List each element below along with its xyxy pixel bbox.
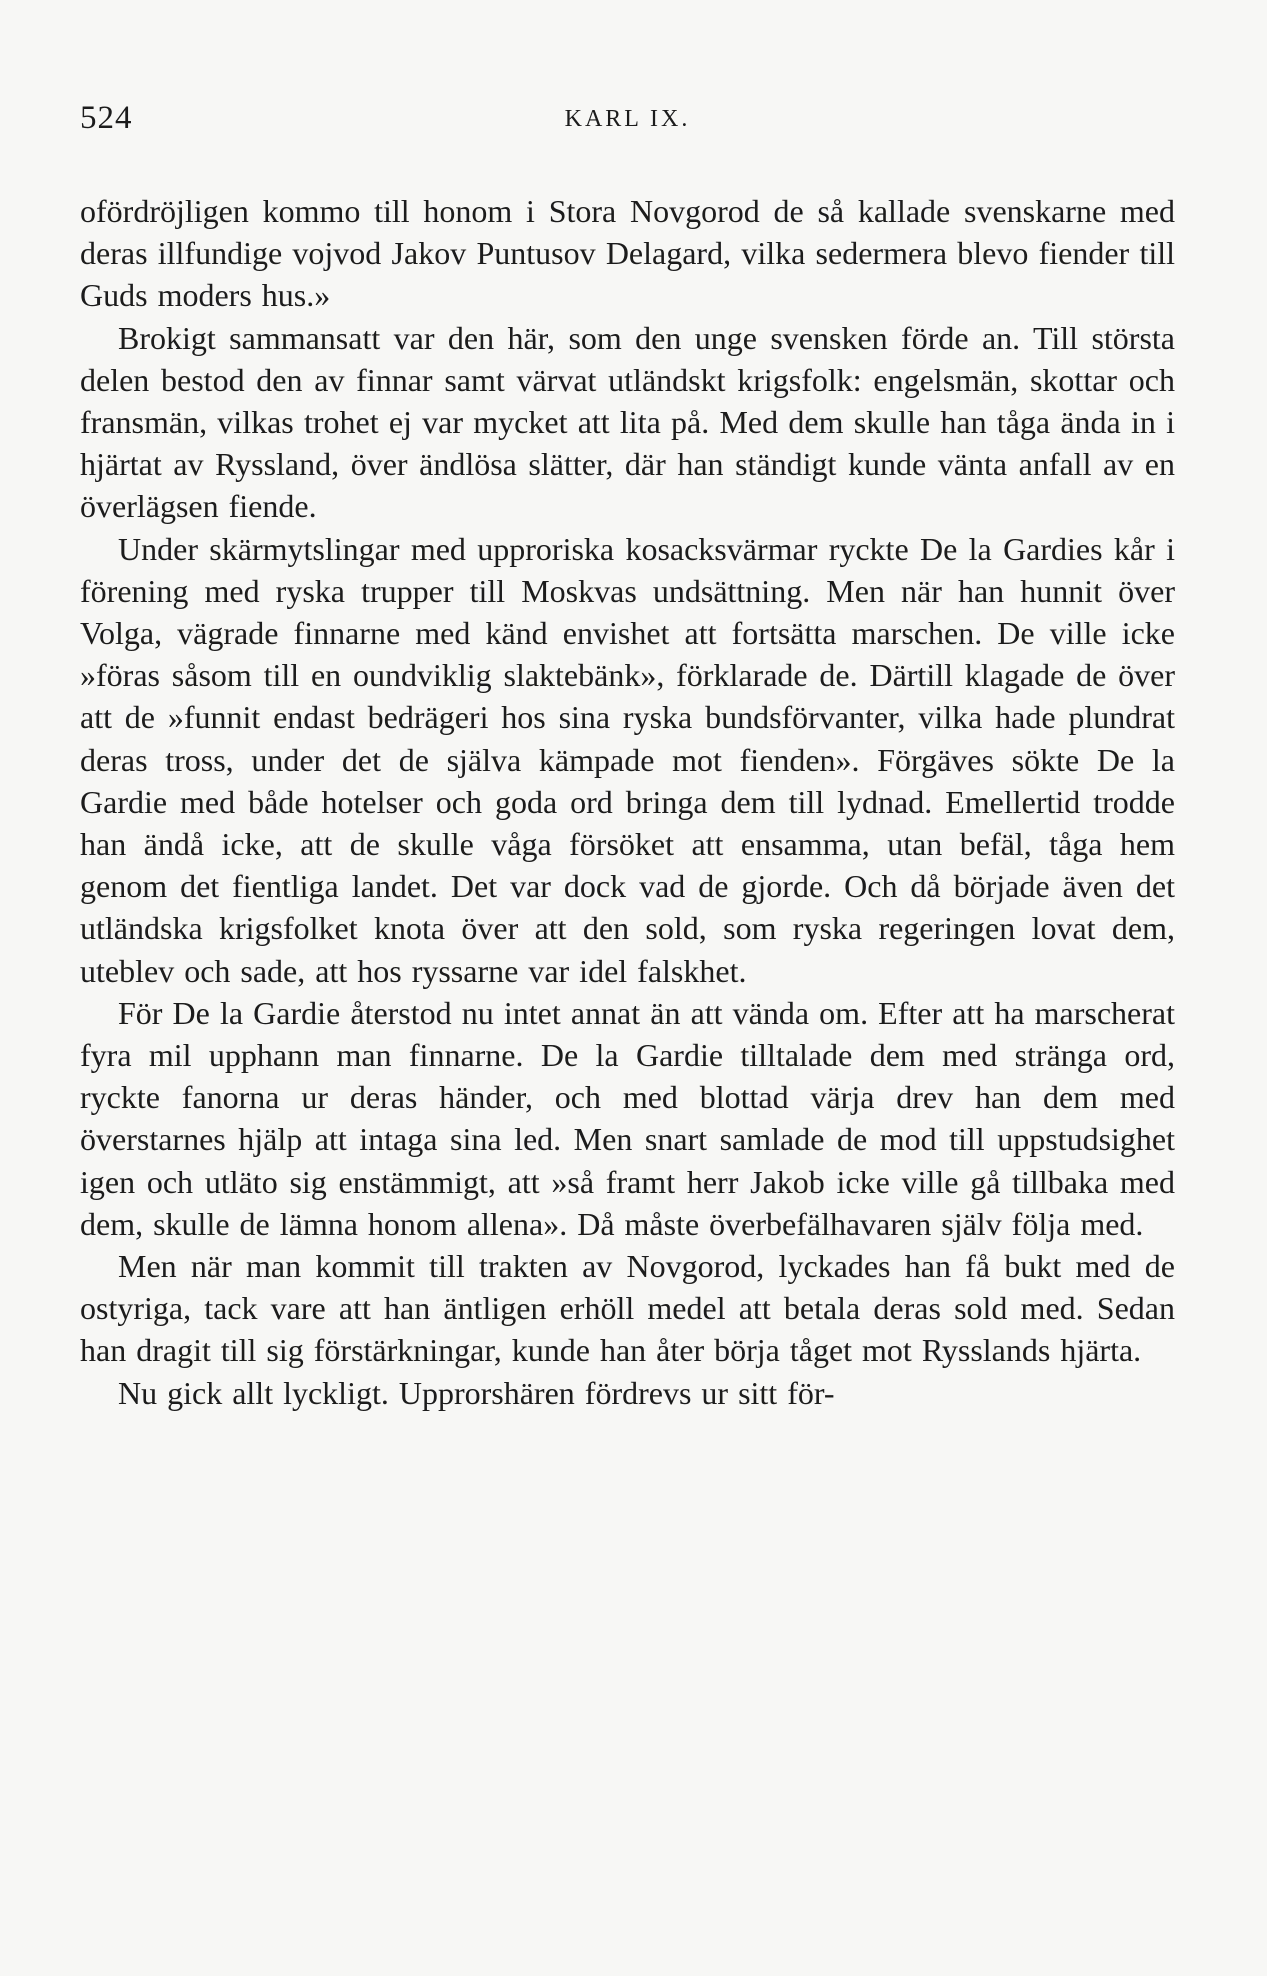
paragraph: För De la Gardie återstod nu intet annat än att vända om. Efter att ha marscherat fyra mil upphann man finnarne. De la Gardie tilltalade dem med stränga ord, ryckte fanorna ur deras händer, och med blottad värja drev han dem med överstarnes hjälp att intaga sina led. Men snart samlade de mod till uppstudsighet igen och utläto sig enstämmigt, att »så framt herr Jakob icke ville gå tillbaka med dem, skulle de lämna honom allena». Då måste överbefälhavaren själv följa med. [80,994,1175,1242]
paragraph: Under skärmytslingar med upproriska kosacksvärmar ryckte De la Gardies kår i förening med ryska trupper till Moskvas undsättning. Men när han hunnit över Volga, vägrade finnarne med känd envishet att fortsätta marschen. De ville icke »föras såsom till en oundviklig slaktebänk», förklarade de. Därtill klagade de över att de »funnit endast bedrägeri hos sina ryska bundsförvanter, vilka hade plundrat deras tross, under det de själva kämpade mot fienden». Förgäves sökte De la Gardie med både hotelser och goda ord bringa dem till lydnad. Emellertid trodde han ändå icke, att de skulle våga försöket att ensamma, utan befäl, tåga hem genom det fientliga landet. Det var dock vad de gjorde. Och då började även det utländska krigsfolket knota över att den sold, som ryska regeringen lovat dem, uteblev och sade, att hos ryssarne var idel falskhet. [80,530,1175,989]
paragraph: Brokigt sammansatt var den här, som den unge svensken förde an. Till största delen bestod den av finnar samt värvat utländskt krigsfolk: engelsmän, skottar och fransmän, vilkas trohet ej var mycket att lita på. Med dem skulle han tåga ända in i hjärtat av Ryssland, över ändlösa slätter, där han ständigt kunde vänta anfall av en överlägsen fiende. [80,319,1175,525]
page-header [80,100,1175,144]
paragraph: Nu gick allt lyckligt. Upprorshären fördrevs ur sitt för- [118,1374,835,1411]
paragraph: Men när man kommit till trakten av Novgorod, lyckades han få bukt med de ostyriga, tack vare att han äntligen erhöll medel att betala deras sold med. Sedan han dragit till sig förstärkningar, kunde han åter börja tåget mot Rysslands hjärta. [80,1248,1175,1369]
body-text [80,190,1175,1414]
paragraph: ofördröjligen kommo till honom i Stora Novgorod de så kallade svenskarne med deras illfundige vojvod Jakov Puntusov Delagard, vilka sedermera blevo fiender till Guds moders hus.» [80,193,1175,314]
page-number: 524 [80,100,133,136]
running-title: KARL IX. [564,106,691,132]
